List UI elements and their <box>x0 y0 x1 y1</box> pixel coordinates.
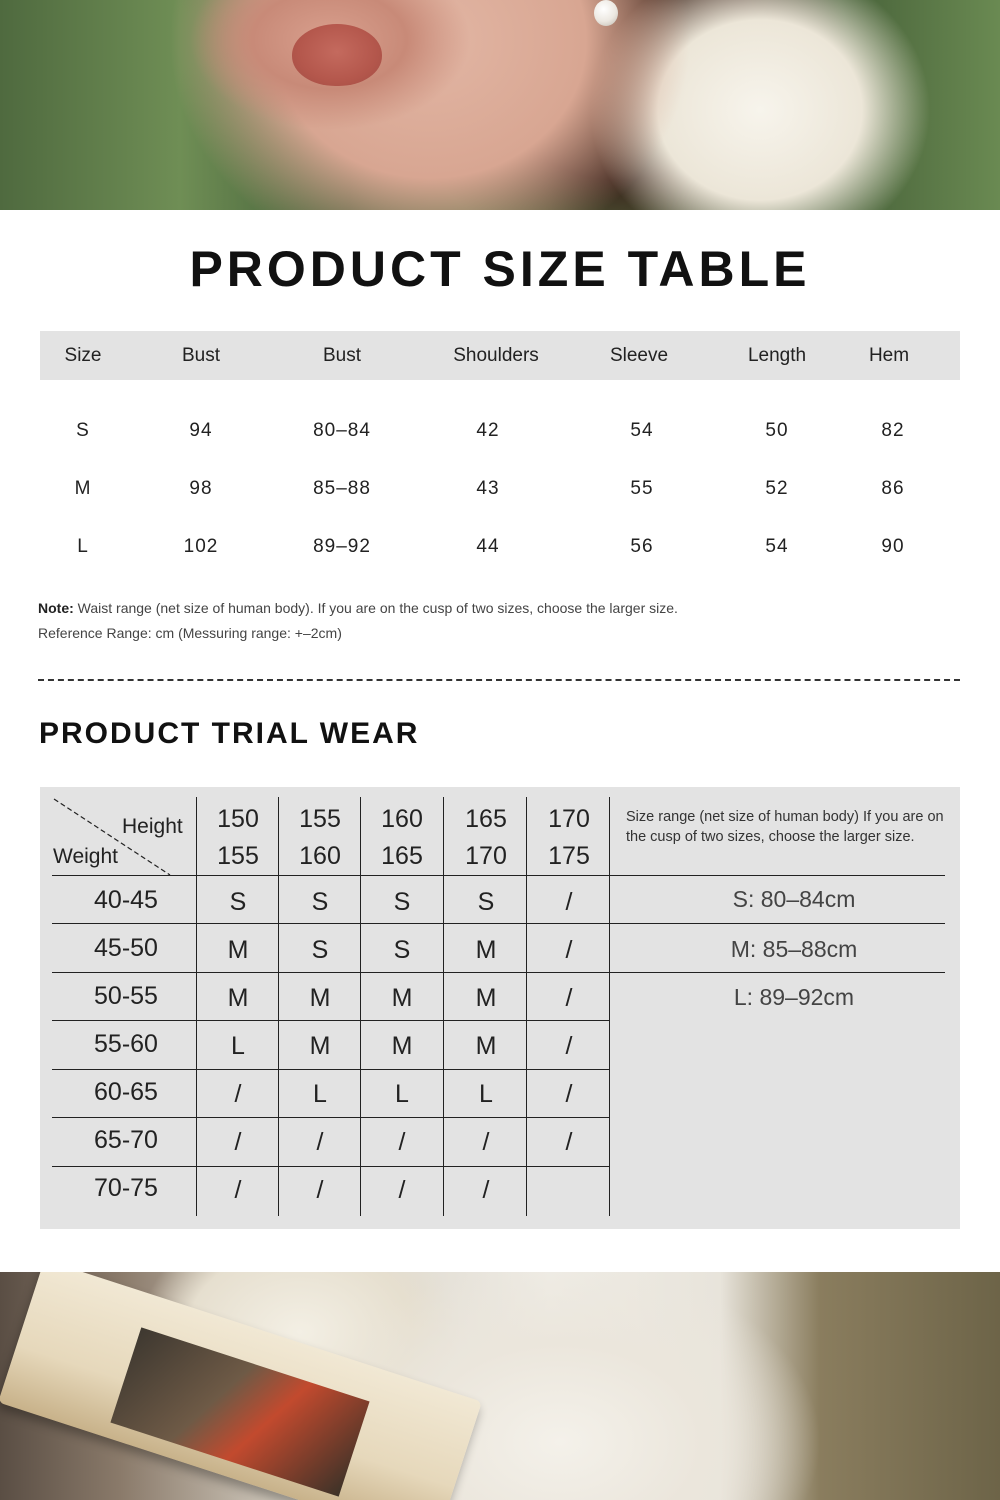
size-cell: M <box>309 1032 331 1060</box>
size-table <box>40 331 960 557</box>
size-cell: M <box>227 936 249 964</box>
size-cell: / <box>316 1176 324 1204</box>
height-to: 165 <box>381 842 423 870</box>
size-cell: S <box>311 936 329 964</box>
size-cell: / <box>565 888 573 916</box>
top-photo <box>0 0 1000 210</box>
header-bust-2: Bust <box>322 345 362 366</box>
size-cell: / <box>565 1080 573 1108</box>
cell: 56 <box>630 536 654 557</box>
height-header <box>361 801 443 875</box>
bottom-photo <box>0 1272 1000 1500</box>
header-bust: Bust <box>181 345 221 366</box>
range-s: S: 80–84cm <box>732 886 856 912</box>
height-to: 170 <box>465 842 507 870</box>
grid-line <box>52 1020 609 1021</box>
size-cell: S <box>477 888 495 916</box>
size-cell: L <box>479 1080 493 1108</box>
header-hem: Hem <box>868 345 910 366</box>
page-title: PRODUCT SIZE TABLE <box>189 241 811 297</box>
size-cell: M <box>391 984 413 1012</box>
note-line <box>38 596 678 621</box>
size-cell: M <box>391 1032 413 1060</box>
grid-line <box>52 1117 609 1118</box>
size-cell: S <box>393 936 411 964</box>
header-sleeve: Sleeve <box>609 345 669 366</box>
section-title: PRODUCT TRIAL WEAR <box>39 717 420 750</box>
model-lips-image <box>292 24 382 86</box>
size-cell: S <box>311 888 329 916</box>
table-row <box>40 478 960 508</box>
cell: 54 <box>630 420 654 441</box>
trial-wear-table <box>40 787 960 1229</box>
table-row <box>40 420 960 450</box>
cell: 50 <box>765 420 789 441</box>
cell: 43 <box>476 478 500 499</box>
size-cell: M <box>227 984 249 1012</box>
size-cell: / <box>565 1032 573 1060</box>
size-cell: / <box>316 1128 324 1156</box>
height-from: 165 <box>465 805 507 833</box>
header-shoulders: Shoulders <box>453 345 539 366</box>
cell: 85–88 <box>313 478 371 499</box>
cell: 54 <box>765 536 789 557</box>
table-row <box>40 536 960 566</box>
height-from: 150 <box>217 805 259 833</box>
grid-line <box>52 1166 609 1167</box>
cell: 80–84 <box>313 420 371 441</box>
size-cell: / <box>565 1128 573 1156</box>
cell: 44 <box>476 536 500 557</box>
height-to: 160 <box>299 842 341 870</box>
size-cell: L <box>231 1032 245 1060</box>
header-length: Length <box>747 345 807 366</box>
grid-line <box>443 797 444 1216</box>
dashed-divider <box>38 679 960 681</box>
size-cell: M <box>309 984 331 1012</box>
cell: 52 <box>765 478 789 499</box>
size-cell: / <box>398 1128 406 1156</box>
weight-label: 60-65 <box>94 1078 158 1106</box>
cell: 55 <box>630 478 654 499</box>
size-cell: S <box>229 888 247 916</box>
size-cell: M <box>475 984 497 1012</box>
cell: L <box>77 536 89 557</box>
size-cell: M <box>475 1032 497 1060</box>
cell: 90 <box>881 536 905 557</box>
cell: 102 <box>183 536 219 557</box>
size-cell: / <box>234 1128 242 1156</box>
cell: 42 <box>476 420 500 441</box>
size-cell: M <box>475 936 497 964</box>
cell: 89–92 <box>313 536 371 557</box>
range-m: M: 85–88cm <box>730 936 858 962</box>
cell: 94 <box>189 420 213 441</box>
note-label: Note: <box>38 600 74 616</box>
grid-line <box>52 972 945 973</box>
size-cell: / <box>234 1176 242 1204</box>
size-cell: / <box>234 1080 242 1108</box>
size-cell: S <box>393 888 411 916</box>
size-cell: / <box>398 1176 406 1204</box>
pearl-earring-image <box>594 0 618 26</box>
grid-line <box>52 1069 609 1070</box>
range-note: Size range (net size of human body) If you are on the cusp of two sizes, choose the larger size. <box>626 809 944 845</box>
height-from: 170 <box>548 805 590 833</box>
height-header <box>528 801 610 875</box>
cell: 86 <box>881 478 905 499</box>
note-text: Waist range (net size of human body). If you are on the cusp of two sizes, choose the larger size. <box>73 600 678 616</box>
height-to: 175 <box>548 842 590 870</box>
size-table-header <box>40 331 960 380</box>
height-header <box>445 801 527 875</box>
size-cell: / <box>565 936 573 964</box>
height-header <box>279 801 361 875</box>
cell: 82 <box>881 420 905 441</box>
height-to: 155 <box>217 842 259 870</box>
size-cell: L <box>395 1080 409 1108</box>
weight-label: 50-55 <box>94 982 158 1010</box>
cell: M <box>74 478 92 499</box>
grid-line <box>52 875 945 876</box>
weight-label: 70-75 <box>94 1174 158 1202</box>
size-note <box>38 596 678 646</box>
grid-line <box>52 923 945 924</box>
corner-height-label: Height <box>122 815 183 838</box>
cell: 98 <box>189 478 213 499</box>
size-cell: / <box>482 1128 490 1156</box>
weight-label: 40-45 <box>94 886 158 914</box>
header-size: Size <box>64 345 102 366</box>
reference-range: Reference Range: cm (Messuring range: +–2cm) <box>38 625 342 641</box>
size-cell: L <box>313 1080 327 1108</box>
weight-label: 65-70 <box>94 1126 158 1154</box>
cell: S <box>76 420 90 441</box>
weight-label: 55-60 <box>94 1030 158 1058</box>
height-header <box>197 801 279 875</box>
weight-label: 45-50 <box>94 934 158 962</box>
range-l: L: 89–92cm <box>733 984 855 1010</box>
corner-weight-label: Weight <box>53 845 118 868</box>
height-from: 155 <box>299 805 341 833</box>
size-cell: / <box>482 1176 490 1204</box>
height-from: 160 <box>381 805 423 833</box>
size-cell: / <box>565 984 573 1012</box>
